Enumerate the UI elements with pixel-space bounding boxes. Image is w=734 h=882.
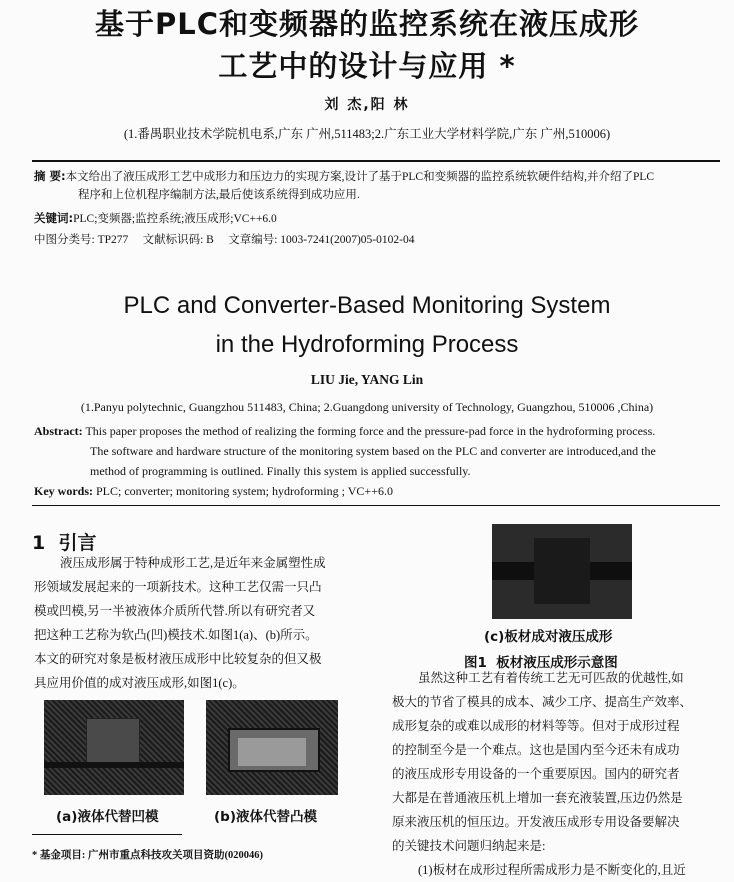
keywords-en-text: PLC; converter; monitoring system; hydroforming ; VC++6.0 [96, 484, 393, 498]
figure-c-die [534, 538, 590, 604]
section1-line: 具应用价值的成对液压成形,如图1(c)。 [34, 676, 245, 690]
abstract-cn-line1: 本文给出了液压成形工艺中成形力和压边力的实现方案,设计了基于PLC和变频器的监控系统软硬件结构,并介绍了PLC [65, 171, 655, 183]
figure-b-caption: (b)液体代替凸模 [214, 809, 318, 825]
keywords-cn [34, 210, 714, 228]
abstract-en-line3: method of programming is outlined. Finally this system is applied successfully. [90, 464, 471, 478]
affiliation-cn: (1.番禺职业技术学院机电系,广东 广州,511483;2.广东工业大学材料学院,广东 广州,510006) [123, 127, 611, 141]
section1-line: 液压成形属于特种成形工艺,是近年来金属塑性成 [60, 556, 326, 570]
title-en-line2: in the Hydroforming Process [215, 331, 519, 358]
abstract-rule [32, 505, 720, 506]
figure-a-sheet [44, 762, 184, 768]
affiliation-en: (1.Panyu polytechnic, Guangzhou 511483, China; 2.Guangdong university of Technology, Guangzhou, 510006 ,China) [80, 400, 654, 414]
figure-c-caption: (c)板材成对液压成形 [484, 629, 613, 645]
footnote: * 基金项目: 广州市重点科技攻关项目资助(020046) [32, 850, 263, 861]
figure-title: 图1 板材液压成形示意图 [464, 655, 618, 671]
figure-b-fluid [238, 738, 306, 766]
right-col-line: (1)板材在成形过程所需成形力是不断变化的,且近 [418, 863, 686, 877]
right-col-line: 虽然这种工艺有着传统工艺无可匹敌的优越性,如 [418, 671, 684, 685]
title-cn-line2: 工艺中的设计与应用 * [218, 49, 516, 83]
footnote-rule [32, 834, 182, 835]
keywords-en [34, 481, 724, 501]
right-col-line: 的控制至今是一个难点。这也是国内至今还未有成功 [392, 743, 680, 757]
figure-a-image [44, 700, 184, 795]
keywords-en-label: Key words: [34, 484, 93, 498]
section1-line: 本文的研究对象是板材液压成形中比较复杂的但又极 [34, 652, 322, 666]
abstract-cn [34, 168, 724, 186]
authors-en: LIU Jie, YANG Lin [310, 372, 424, 387]
figure-c-image [492, 524, 632, 619]
right-col-line: 极大的节省了模具的成本、减少工序、提高生产效率、 [392, 695, 693, 709]
classification-line: 中图分类号: TP277 文献标识码: B 文章编号: 1003-7241(2007)05-0102-04 [34, 234, 415, 246]
keywords-cn-label: 关键词: [34, 211, 74, 225]
abstract-en [34, 421, 724, 441]
right-column-body [392, 666, 722, 882]
abstract-en-line2: The software and hardware structure of the monitoring system based on the PLC and converter are introduced,and the [90, 444, 656, 458]
right-col-line: 成形复杂的或难以成形的材料等等。但对于成形过程 [392, 719, 680, 733]
title-en-line1: PLC and Converter-Based Monitoring System [123, 292, 611, 319]
right-col-line: 的液压成形专用设备的一个重要原因。国内的研究者 [392, 767, 680, 781]
abstract-cn-label: 摘 要: [34, 169, 66, 183]
figure-a-punch [86, 718, 140, 765]
figure-a-caption: (a)液体代替凹模 [56, 809, 159, 825]
section1-body [34, 551, 364, 695]
right-col-line: 原来液压机的恒压边。开发液压成形专用设备要解决 [392, 815, 680, 829]
abstract-cn-line2: 程序和上位机程序编制方法,最后使该系统得到成功应用. [78, 189, 360, 201]
section1-heading: 1 引言 [32, 532, 97, 554]
right-col-line: 大都是在普通液压机上增加一套充液装置,压边仍然是 [392, 791, 683, 805]
abstract-en-line1: This paper proposes the method of realizing the forming force and the pressure-pad force in the hydroforming process. [85, 424, 656, 438]
figure-b-image [206, 700, 338, 795]
top-rule [32, 160, 720, 162]
authors-cn: 刘 杰,阳 林 [324, 97, 410, 113]
abstract-en-label: Abstract: [34, 424, 83, 438]
keywords-cn-text: PLC;变频器;监控系统;液压成形;VC++6.0 [73, 213, 277, 225]
section1-line: 模或凹模,另一半被液体介质所代替.所以有研究者又 [34, 604, 316, 618]
section1-line: 把这种工艺称为软凸(凹)模技术.如图1(a)、(b)所示。 [34, 628, 318, 642]
right-col-line: 的关键技术问题归纳起来是: [392, 839, 546, 853]
section1-line: 形领域发展起来的一项新技术。这种工艺仅需一只凸 [34, 580, 322, 594]
title-cn-line1: 基于PLC和变频器的监控系统在液压成形 [94, 7, 640, 41]
